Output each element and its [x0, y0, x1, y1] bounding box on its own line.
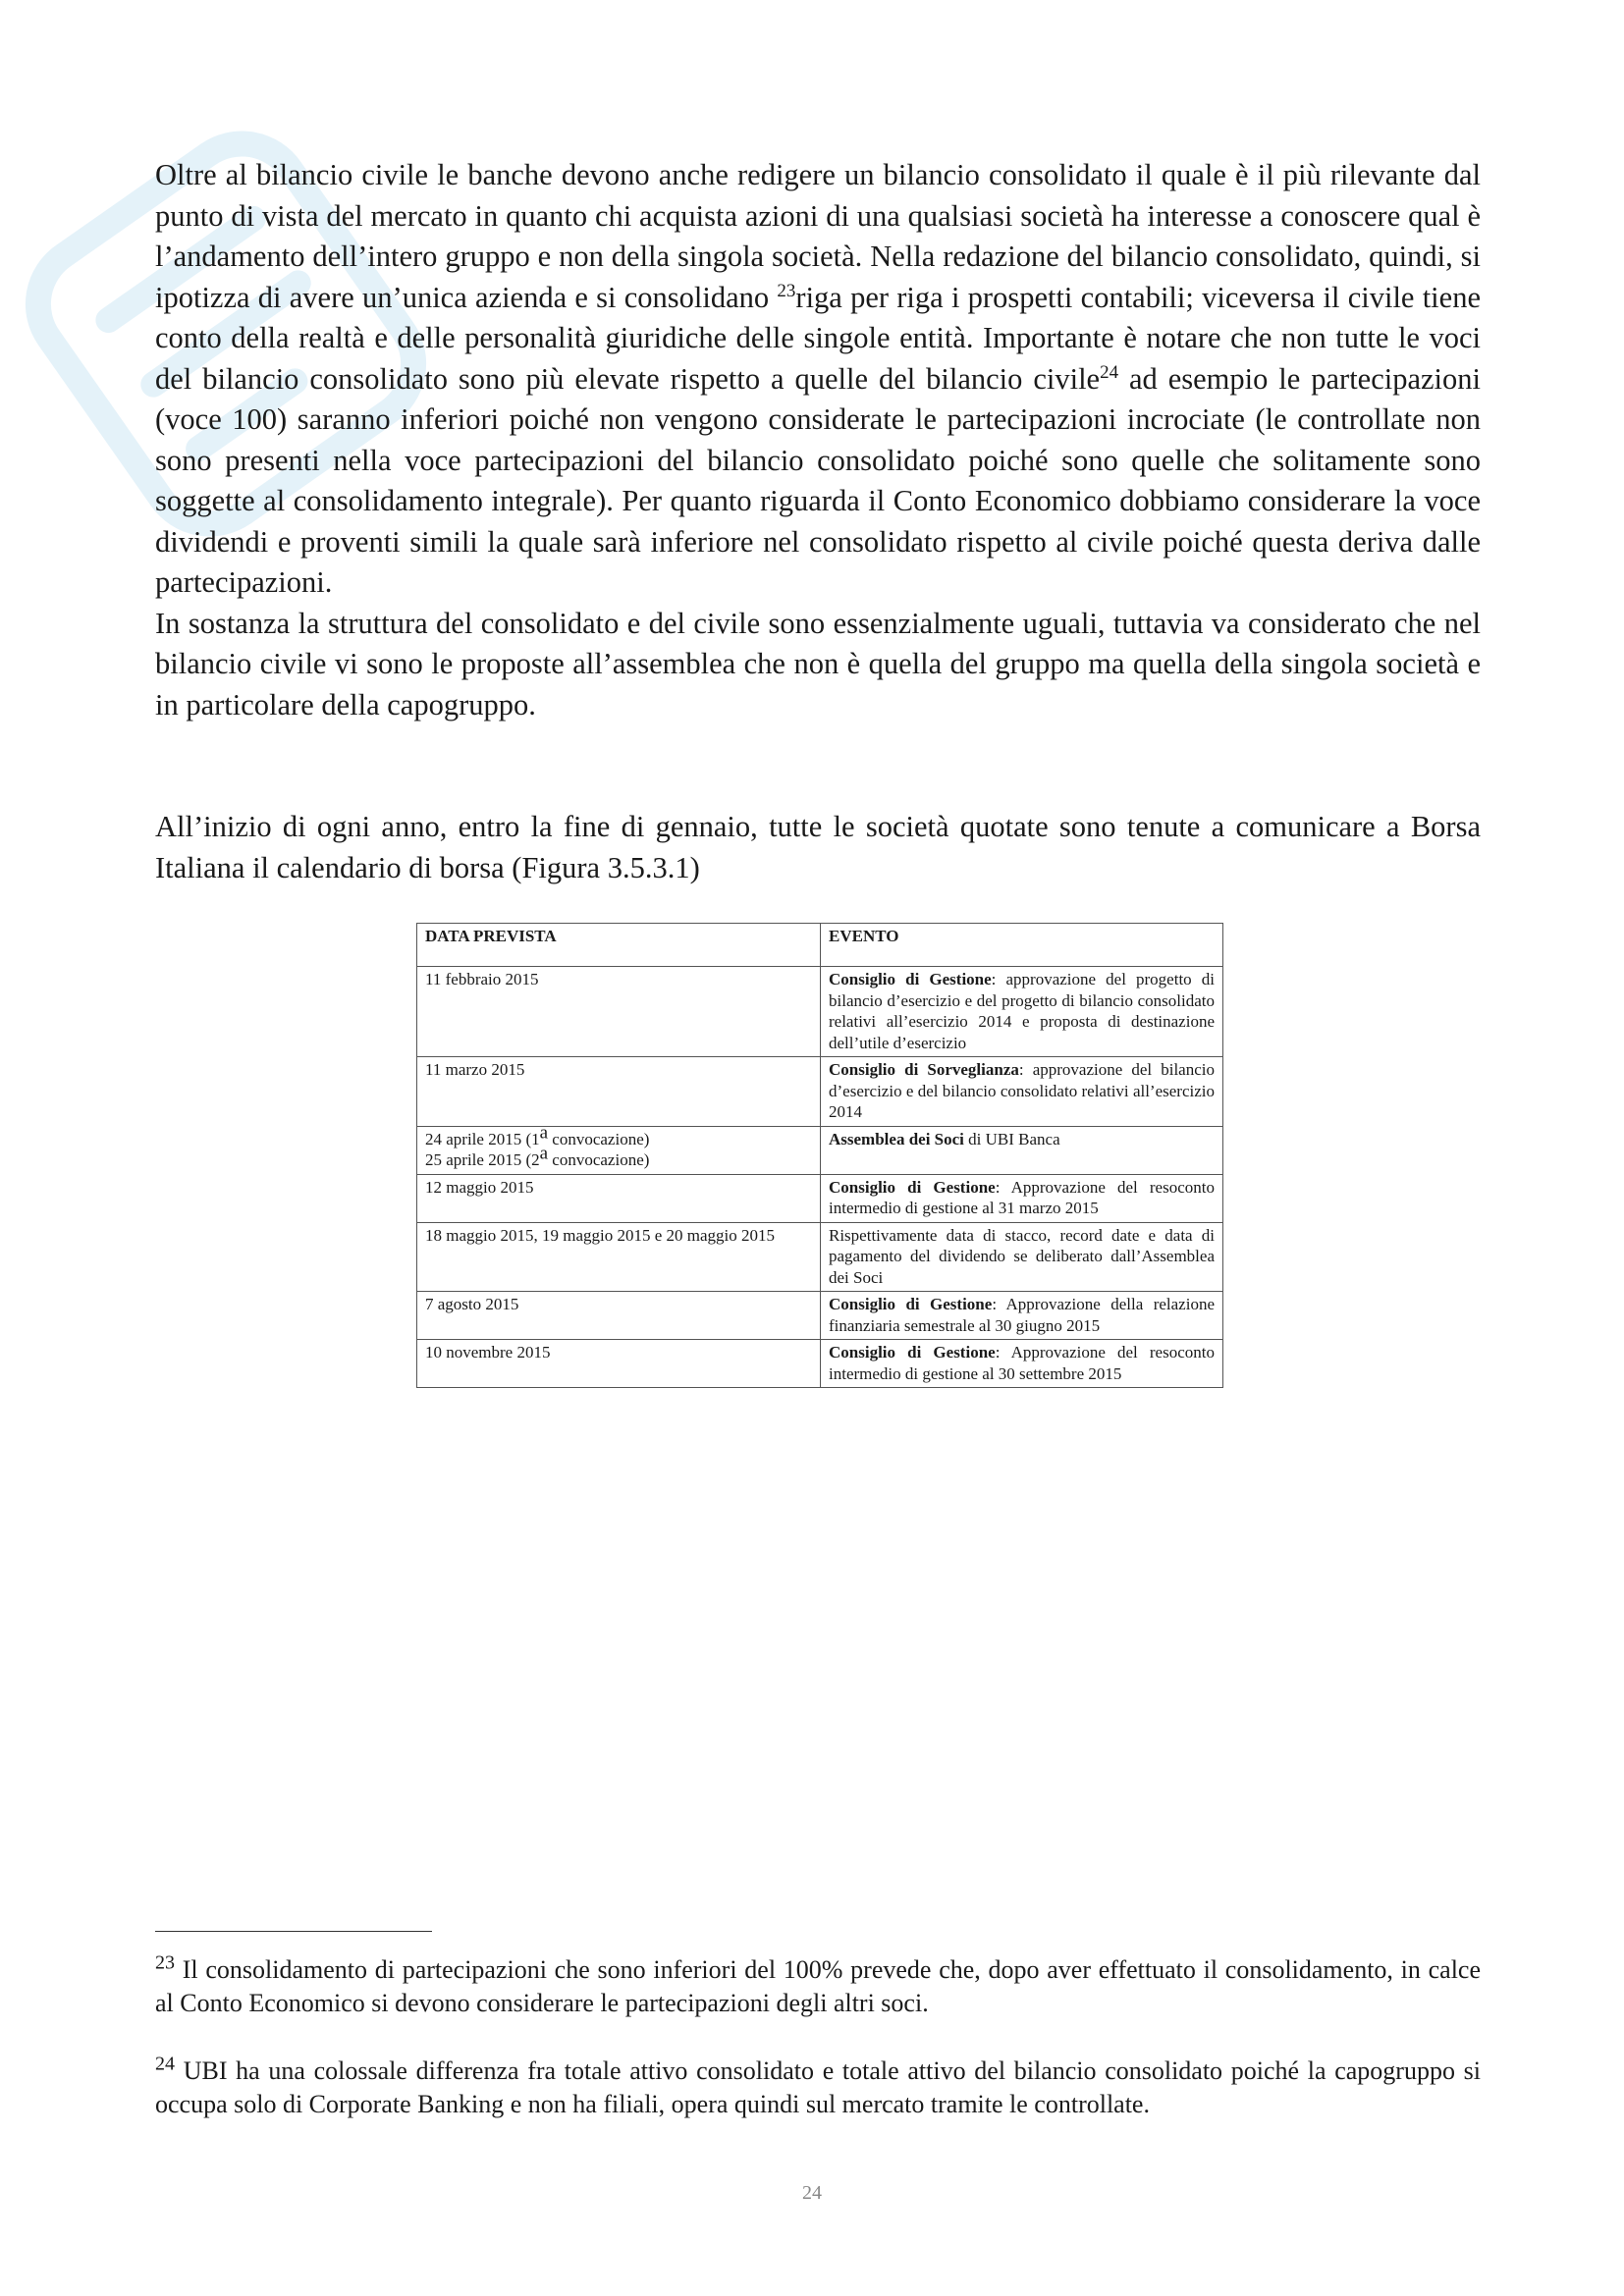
- table-row: [417, 1057, 1223, 1127]
- event-title: Consiglio di Gestione: [829, 1177, 996, 1197]
- ordinal-superscript: a: [539, 1143, 549, 1164]
- financial-calendar-table: [416, 923, 1223, 1388]
- date-cell: 18 maggio 2015, 19 maggio 2015 e 20 maggio 2015: [417, 1222, 821, 1292]
- date-cell: 10 novembre 2015: [417, 1340, 821, 1388]
- table-row: [417, 1340, 1223, 1388]
- date-cell: 11 febbraio 2015: [417, 967, 821, 1057]
- footnote-24: [155, 2055, 1481, 2121]
- date-text: convocazione): [548, 1129, 650, 1148]
- table-row: [417, 967, 1223, 1057]
- body-paragraph-calendario: All’inizio di ogni anno, entro la fine di gennaio, tutte le società quotate sono tenute a comunicare a Borsa Italiana il calendario di borsa (Figura 3.5.3.1): [155, 810, 1481, 884]
- event-title: Consiglio di Gestione: [829, 1295, 993, 1313]
- event-title: Consiglio di Gestione: [829, 970, 992, 988]
- table-row: [417, 1174, 1223, 1222]
- date-cell: 7 agosto 2015: [417, 1292, 821, 1340]
- event-cell: [821, 1057, 1223, 1127]
- date-cell: 12 maggio 2015: [417, 1174, 821, 1222]
- event-description: : Approvazione del resoconto intermedio di gestione al 31 marzo 2015: [829, 1177, 1215, 1217]
- date-text: 24 aprile 2015 (1: [425, 1129, 540, 1148]
- date-line-second-call: [425, 1143, 812, 1171]
- date-text: convocazione): [548, 1150, 650, 1169]
- event-title: Consiglio di Gestione: [829, 1343, 996, 1362]
- table-header-row: [417, 924, 1223, 967]
- event-description: : approvazione del bilancio d’esercizio e del bilancio consolidato relativi all’esercizio 2014: [829, 1060, 1215, 1121]
- table-row: [417, 1292, 1223, 1340]
- event-description: Rispettivamente data di stacco, record date e data di pagamento del dividendo se deliberato dall’Assemblea dei Soci: [829, 1225, 1215, 1287]
- event-description: : Approvazione della relazione finanziaria semestrale al 30 giugno 2015: [829, 1295, 1215, 1335]
- event-cell: [821, 1292, 1223, 1340]
- event-title: Assemblea dei Soci: [829, 1129, 964, 1148]
- footnote-reference-23[interactable]: 23: [777, 280, 796, 301]
- header-evento: EVENTO: [821, 924, 1223, 967]
- date-cell: [417, 1121, 821, 1174]
- event-description: di UBI Banca: [963, 1129, 1060, 1148]
- ordinal-superscript: a: [539, 1121, 549, 1143]
- footnote-divider: [155, 1931, 432, 1932]
- page-number: 24: [802, 2182, 822, 2204]
- footnote-text: UBI ha una colossale differenza fra totale attivo consolidato e totale attivo del bilancio consolidato poiché la capogruppo si occupa solo di Corporate Banking e non ha filiali, opera quindi sul mercato tramite le controllate.: [155, 2056, 1481, 2118]
- footnote-text: Il consolidamento di partecipazioni che sono inferiori del 100% prevede che, dopo aver effettuato il consolidamento, in calce al Conto Economico si devono considerare le partecipazioni degli altri soci.: [155, 1955, 1481, 2017]
- paragraph-text: Oltre al bilancio civile le banche devono anche redigere un bilancio consolidato il quale è il più rilevante dal punto di vista del mercato in quanto chi acquista azioni di una qualsiasi società ha interesse a conoscere qual è l’andamento dell’intero gruppo e non della singola società. Nella redazione del bilancio consolidato, quindi, si ipotizza di avere un’unica azienda e si consolidano: [155, 158, 1481, 314]
- header-data-prevista: DATA PREVISTA: [417, 924, 821, 967]
- event-description: : approvazione del progetto di bilancio d’esercizio e del progetto di bilancio consolidato relativi all’esercizio 2014 e proposta di destinazione dell’utile d’esercizio: [829, 970, 1216, 1052]
- paragraph-text: ad esempio le partecipazioni (voce 100) saranno inferiori poiché non vengono considerate le partecipazioni incrociate (le controllate non sono presenti nella voce partecipazioni del bilancio consolidato poiché sono quelle che solitamente sono soggette al consolidamento integrale). Per quanto riguarda il Conto Economico dobbiamo considerare la voce dividendi e proventi simili la quale sarà inferiore nel consolidato rispetto al civile poiché questa deriva dalle partecipazioni.: [155, 361, 1481, 599]
- event-title: Consiglio di Sorveglianza: [829, 1060, 1019, 1079]
- date-cell: 11 marzo 2015: [417, 1057, 821, 1127]
- footnote-23: [155, 1953, 1481, 2020]
- event-cell: [821, 1340, 1223, 1388]
- footnote-number: 23: [155, 1951, 175, 1974]
- paragraph-text: In sostanza la struttura del consolidato e del civile sono essenzialmente uguali, tuttavia va considerato che nel bilancio civile vi sono le proposte all’assemblea che non è quella del gruppo ma quella della singola società e in particolare della capogruppo.: [155, 606, 1481, 721]
- date-text: 25 aprile 2015 (2: [425, 1150, 540, 1169]
- paragraph-text: riga per riga i prospetti contabili; viceversa il civile tiene conto della realtà e delle personalità giuridiche delle singole entità. Importante è notare che non tutte le voci del bilancio consolidato sono più elevate rispetto a quelle del bilancio civile: [155, 280, 1481, 396]
- event-cell: [821, 1174, 1223, 1222]
- date-line-first-call: [425, 1121, 812, 1150]
- event-cell: [821, 1126, 1223, 1174]
- footnote-number: 24: [155, 2053, 175, 2075]
- event-cell: [821, 1222, 1223, 1292]
- event-cell: [821, 967, 1223, 1057]
- footnote-reference-24[interactable]: 24: [1100, 361, 1119, 383]
- table-row: [417, 1222, 1223, 1292]
- table-row: [417, 1126, 1223, 1174]
- body-paragraph-bilancio: [155, 155, 1481, 725]
- event-description: : Approvazione del resoconto intermedio di gestione al 30 settembre 2015: [829, 1343, 1215, 1383]
